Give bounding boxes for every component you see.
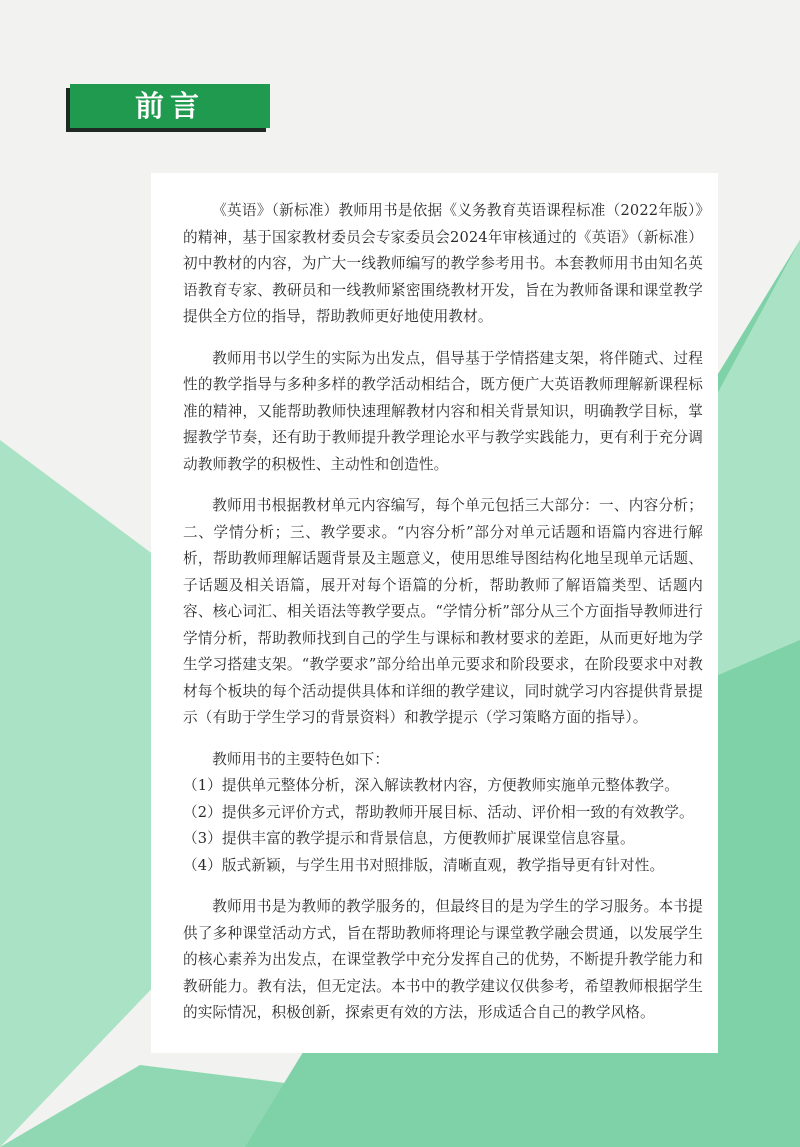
- closing-paragraph: 教师用书是为教师的教学服务的，但最终目的是为学生的学习服务。本书提供了多种课堂活动方式，旨在帮助教师将理论与课堂教学融会贯通，以发展学生的核心素养为出发点，在课堂教学中充分发挥自己的优势，不断提升教学能力和教研能力。教有法，但无定法。本书中的教学建议仅供参考，希望教师根据学生的实际情况，积极创新，探索更有效的方法，形成适合自己的教学风格。: [183, 898, 703, 1021]
- paragraph-3: 教师用书根据教材单元内容编写，每个单元包括三大部分：一、内容分析；二、学情分析；三、教学要求。“内容分析”部分对单元话题和语篇内容进行解析，帮助教师理解话题背景及主题意义，使用思维导图结构化地呈现单元话题、子话题及相关语篇，展开对每个语篇的分析，帮助教师了解语篇类型、话题内容、核心词汇、相关语法等教学要点。“学情分析”部分从三个方面指导教师进行学情分析，帮助教师找到自己的学生与课标和教材要求的差距，从而更好地为学生学习搭建支架。“教学要求”部分给出单元要求和阶段要求，在阶段要求中对教材每个板块的每个活动提供具体和详细的教学建议，同时就学习内容提供背景提示（有助于学生学习的背景资料）和教学提示（学习策略方面的指导）。: [183, 497, 703, 726]
- features-list: [183, 773, 703, 879]
- feature-item-2: （2）提供多元评价方式，帮助教师开展目标、活动、评价相一致的有效教学。: [183, 803, 694, 821]
- features-intro: 教师用书的主要特色如下：: [212, 750, 390, 768]
- feature-item-3: （3）提供丰富的教学提示和背景信息，方便教师扩展课堂信息容量。: [183, 830, 635, 847]
- title-box: [70, 84, 270, 128]
- paragraph-1: 《英语》（新标准）教师用书是依据《义务教育英语课程标准（2022年版）》的精神，基于国家教材委员会专家委员会2024年审核通过的《英语》（新标准）初中教材的内容，为广大一线教师编写的教学参考用书。本套教师用书由知名英语教育专家、教研员和一线教师紧密围绕教材开发，旨在为教师备课和课堂教学提供全方位的指导，帮助教师更好地使用教材。: [183, 202, 703, 325]
- preface-text: [183, 198, 703, 1042]
- page-title: 前言: [134, 88, 205, 123]
- feature-item-1: （1）提供单元整体分析，深入解读教材内容，方便教师实施单元整体教学。: [183, 777, 679, 794]
- paragraph-2: 教师用书以学生的实际为出发点，倡导基于学情搭建支架，将伴随式、过程性的教学指导与多种多样的教学活动相结合，既方便广大英语教师理解新课程标准的精神，又能帮助教师快速理解教材内容和相关背景知识，明确教学目标，掌握教学节奏，还有助于教师提升教学理论水平与教学实践能力，更有利于充分调动教师教学的积极性、主动性和创造性。: [183, 349, 703, 473]
- title-block: [70, 84, 270, 130]
- feature-item-4: （4）版式新颖，与学生用书对照排版，清晰直观，教学指导更有针对性。: [183, 856, 665, 874]
